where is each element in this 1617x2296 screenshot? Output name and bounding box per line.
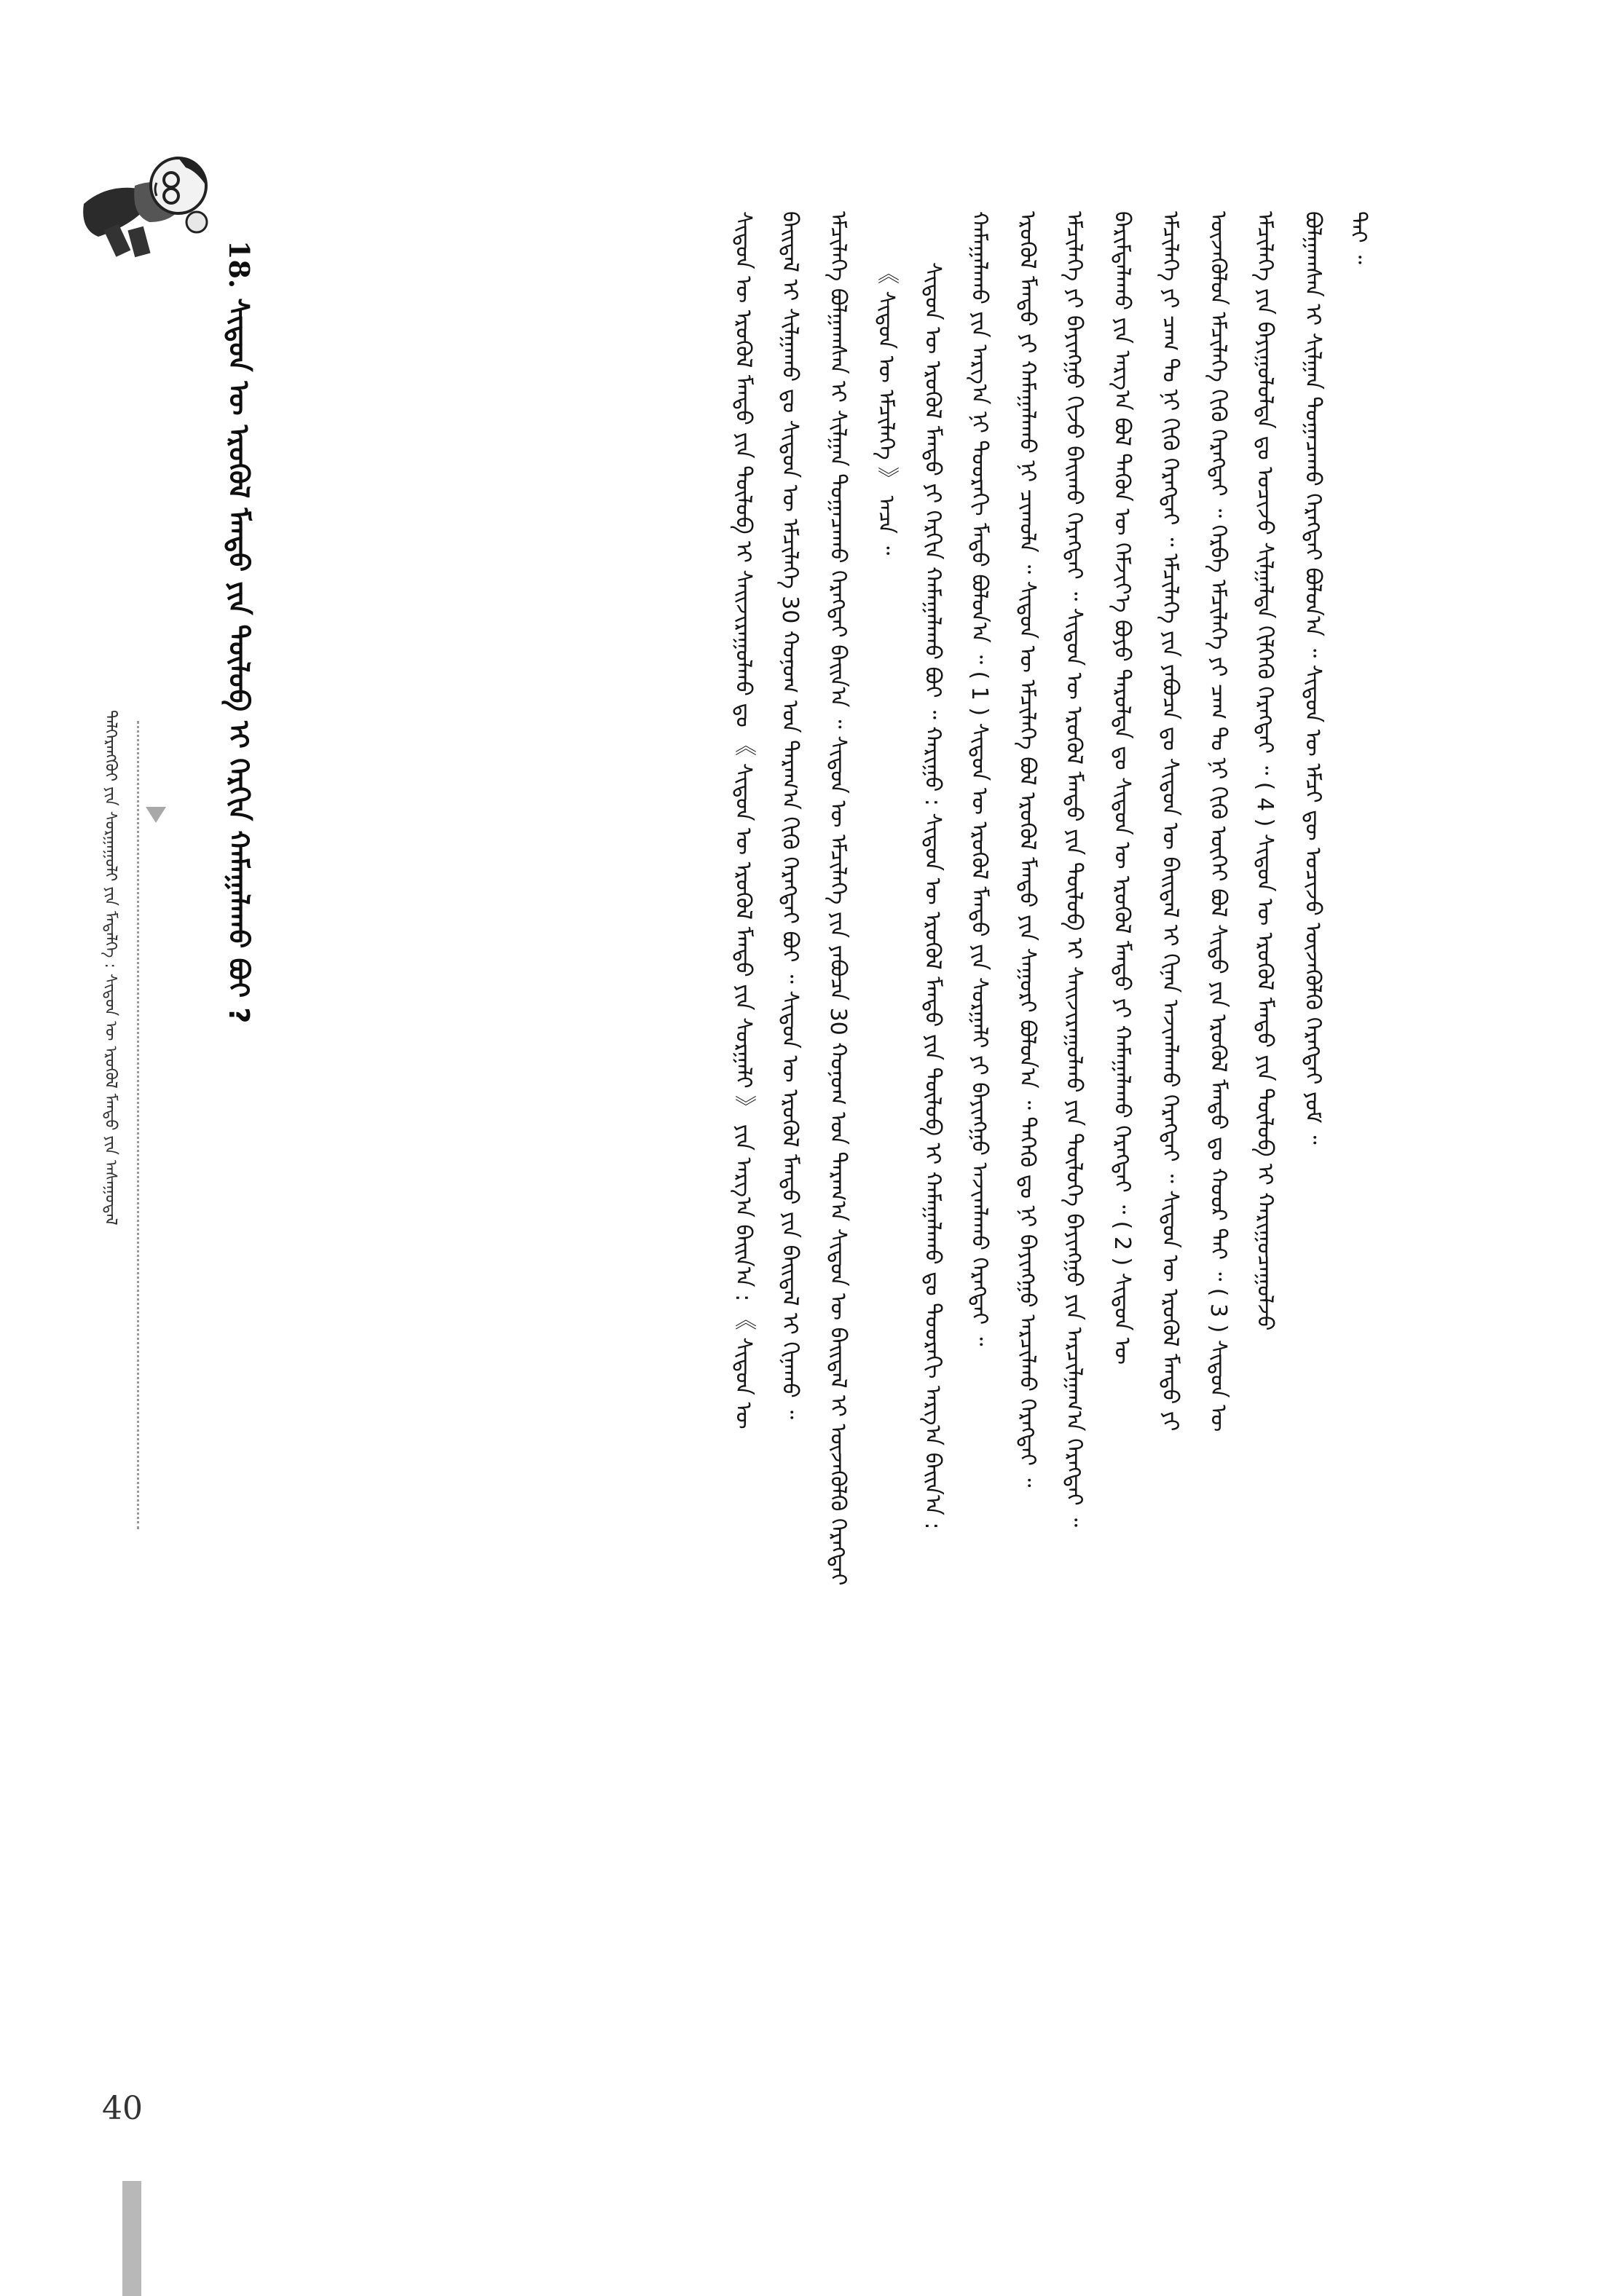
- question-heading: [219, 240, 259, 2024]
- header-dotted-rule: [137, 721, 139, 1529]
- cartoon-boy-illustration: [69, 135, 222, 273]
- text-column: ᠪᠠᠷᠢᠮᠳᠠᠯᠠᠬᠤ ᠶᠢᠨ ᠠᠷᠭ᠎ᠠ ᠪᠣᠯ ᠲᠡᠭᠦᠨ ᠦ ᠬᠡᠮᠵᠢᠶ᠎ᠡ ᠪᠤᠶᠤ ᠳᠠᠷᠤᠯᠲᠠ ᠳᠤ ᠰᠢᠳᠦᠨ ᠦ ᠡᠷᠦᠬᠦᠯ ᠮᠡᠨᠳᠦ ᠶᠢ ᠬᠠᠮᠠᠭᠠᠯᠠᠬᠤ ᠬᠡᠷᠡᠭᠲᠡᠢ ᠃ ( 2 ) ᠰᠢᠳᠦᠨ ᠦ: [1109, 211, 1135, 1365]
- question-number: 18.: [223, 240, 256, 289]
- text-column: ᠰᠢᠳᠦᠨ ᠦ ᠡᠷᠦᠬᠦᠯ ᠮᠡᠨᠳᠦ ᠶᠢᠨ ᠲᠥᠯᠦᠪ ᠢ ᠰᠠᠢᠵᠢᠷᠠᠭᠤᠯᠬᠤ ᠳᠤ 《 ᠰᠢᠳᠦᠨ ᠦ ᠡᠷᠦᠬᠦᠯ ᠮᠡᠨᠳᠦ ᠶᠢᠨ ᠰᠤᠷᠭᠠᠯᠢ 》 ᠶᠢᠨ ᠠᠷᠭ᠎ᠠ ᠪᠠᠢᠨ᠎ᠠ : 《 ᠰᠢᠳᠦᠨ ᠦ: [731, 211, 756, 1429]
- text-column: ᠦᠵᠡᠭᠦᠯᠦᠨ ᠡᠮᠴᠢᠯᠡᠭᠡ ᠬᠢᠬᠦ ᠬᠡᠷᠡᠭᠲᠡᠢ ᠃ ᠬᠡᠷᠪᠡ ᠡᠮᠴᠢᠯᠡᠭᠡ ᠶᠢ ᠴᠠᠭ ᠲᠤ ᠨᠢ ᠬᠢᠬᠦ ᠦᠭᠡᠢ ᠪᠣᠯ ᠰᠢᠳᠦ ᠶᠢᠨ ᠡᠷᠦᠬᠦᠯ ᠮᠡᠨᠳᠦ ᠳᠤ ᠬᠣᠣᠷ ᠲᠠᠢ ᠃ ( 3 ) ᠰᠢᠳᠦᠨ ᠦ: [1205, 211, 1231, 1432]
- text-column: ᠡᠷᠦᠬᠦᠯ ᠮᠡᠨᠳᠦ ᠶᠢ ᠬᠠᠮᠠᠭᠠᠯᠠᠬᠤ ᠨᠢ ᠴᠢᠬᠤᠯᠠ ᠃ ᠰᠢᠳᠦᠨ ᠦ ᠡᠮᠴᠢᠯᠡᠭᠡ ᠪᠣᠯ ᠡᠷᠦᠬᠦᠯ ᠮᠡᠨᠳᠦ ᠶᠢᠨ ᠰᠠᠭᠤᠷᠢ ᠪᠣᠯᠣᠨ᠎ᠠ ᠃ ᠲᠡᠭᠡᠬᠦ ᠳᠤ ᠨᠢ ᠪᠠᠶᠢᠩᠭᠤ ᠠᠷᠴᠢᠯᠬᠤ ᠬᠡᠷᠡᠭᠲᠡᠢ ᠃: [1015, 211, 1040, 1488]
- page-edge-tab: [122, 2181, 141, 2296]
- text-column: ᠡᠮᠴᠢᠯᠡᠭᠡ ᠪᠣᠯᠭᠠᠭᠰᠠᠨ ᠢ ᠰᠢᠯᠭᠠᠨ ᠲᠣᠭᠠᠴᠠᠬᠤ ᠬᠡᠷᠡᠭᠲᠡᠢ ᠪᠠᠢᠨ᠎ᠠ ᠃ ᠰᠢᠳᠦᠨ ᠦ ᠡᠮᠴᠢᠯᠡᠭᠡ ᠶᠢᠨ ᠶᠠᠪᠤᠴᠠ 30 ᠬᠣᠨᠣᠭ ᠤᠨ ᠳᠠᠷᠠᠭ᠎ᠠ ᠰᠢᠳᠦᠨ ᠦ ᠪᠠᠢᠳᠠᠯ ᠢ ᠦᠵᠡᠭᠦᠯᠬᠦ ᠬᠡᠷᠡᠭᠲᠡᠢ: [825, 211, 851, 1586]
- text-column: ᠰᠢᠳᠦᠨ ᠦ ᠡᠷᠦᠬᠦᠯ ᠮᠡᠨᠳᠦ ᠶᠢ ᠬᠡᠷᠬᠢᠨ ᠬᠠᠮᠠᠭᠠᠯᠠᠬᠤ ᠪᠤᠢ ᠃ ᠬᠠᠷᠢᠭᠤ : ᠰᠢᠳᠦᠨ ᠦ ᠡᠷᠦᠬᠦᠯ ᠮᠡᠨᠳᠦ ᠶᠢᠨ ᠲᠥᠯᠦᠪ ᠢ ᠬᠠᠮᠠᠭᠠᠯᠠᠬᠤ ᠳᠤ ᠳᠣᠣᠷᠠᠬᠢ ᠠᠷᠭ᠎ᠠ ᠪᠠᠢᠨ᠎ᠠ :: [920, 262, 945, 1530]
- text-column: ᠬᠠᠮᠠᠭᠠᠯᠠᠬᠤ ᠶᠢᠨ ᠠᠷᠭ᠎ᠠ ᠨᠢ ᠳᠣᠣᠷᠠᠬᠢ ᠮᠡᠲᠦ ᠪᠣᠯᠣᠨ᠎ᠠ ᠃ ( 1 ) ᠰᠢᠳᠦᠨ ᠦ ᠡᠷᠦᠬᠦᠯ ᠮᠡᠨᠳᠦ ᠶᠢᠨ ᠰᠤᠷᠭᠠᠯᠢ ᠶᠢ ᠪᠠᠶᠢᠩᠭᠤ ᠠᠵᠢᠭᠯᠠᠬᠤ ᠬᠡᠷᠡᠭᠲᠡᠢ ᠃: [967, 211, 992, 1346]
- text-column: ᠪᠣᠯᠭᠠᠭᠰᠠᠨ ᠢ ᠰᠢᠯᠭᠠᠨ ᠲᠣᠭᠠᠴᠠᠬᠤ ᠬᠡᠷᠡᠭᠲᠡᠢ ᠪᠣᠯᠣᠨ᠎ᠠ ᠃ ᠰᠢᠳᠦᠨ ᠦ ᠡᠮᠴᠢ ᠳᠦ ᠣᠴᠢᠵᠤ ᠦᠵᠡᠭᠦᠯᠬᠦ ᠬᠡᠷᠡᠭᠲᠡᠢ ᠶᠤᠮ ᠃: [1300, 211, 1326, 1145]
- triangle-marker-icon: [146, 807, 166, 823]
- text-column: 《 ᠰᠢᠳᠦᠨ ᠦ ᠡᠮᠴᠢᠯᠡᠭᠡ 》 ᠠᠴᠠ ᠃: [873, 262, 899, 556]
- text-column: ᠡᠮᠴᠢᠯᠡᠭᠡ ᠶᠢ ᠪᠠᠶᠢᠩᠭᠤ ᠬᠢᠵᠤ ᠪᠠᠢᠬᠤ ᠬᠡᠷᠡᠭᠲᠡᠢ ᠃ ᠰᠢᠳᠦᠨ ᠦ ᠡᠷᠦᠬᠦᠯ ᠮᠡᠨᠳᠦ ᠶᠢᠨ ᠲᠥᠯᠦᠪ ᠢ ᠰᠠᠢᠵᠢᠷᠠᠭᠤᠯᠬᠤ ᠶᠢᠨ ᠲᠥᠯᠦᠭᠡ ᠪᠠᠶᠢᠩᠭᠤ ᠶᠢᠨ ᠠᠷᠴᠢᠯᠭᠠᠭ᠎ᠠ ᠬᠡᠷᠡᠭᠲᠡᠢ ᠃: [1061, 211, 1087, 1527]
- text-column: ᠲᠡᠢ ᠃: [1345, 211, 1371, 264]
- text-column: ᠡᠮᠴᠢᠯᠡᠭᠡ ᠶᠢ ᠴᠠᠭ ᠲᠤ ᠨᠢ ᠬᠢᠬᠦ ᠬᠡᠷᠡᠭᠲᠡᠢ ᠃ ᠡᠮᠴᠢᠯᠡᠭᠡ ᠶᠢᠨ ᠶᠠᠪᠤᠴᠠ ᠳᠤ ᠰᠢᠳᠦᠨ ᠦ ᠪᠠᠢᠳᠠᠯ ᠢ ᠬᠢᠨᠠᠨ ᠠᠵᠢᠭᠯᠠᠬᠤ ᠬᠡᠷᠡᠭᠲᠡᠢ ᠃ ᠰᠢᠳᠦᠨ ᠦ ᠡᠷᠦᠬᠦᠯ ᠮᠡᠨᠳᠦ ᠶᠢ: [1157, 211, 1183, 1432]
- question-text: ᠰᠢᠳᠦᠨ ᠦ ᠡᠷᠦᠬᠦᠯ ᠮᠡᠨᠳᠦ ᠶᠢᠨ ᠲᠥᠯᠦᠪ ᠢ ᠬᠡᠷᠬᠢᠨ ᠬᠠᠮᠠᠭᠠᠯᠠᠬᠤ ᠪᠤᠢ ?: [223, 298, 255, 1024]
- running-header: ᠳᠡᠯᠭᠡᠷᠡᠩᠭᠦᠢ ᠶᠢᠨ ᠰᠤᠷᠭᠠᠭᠤᠯᠢ ᠶᠢᠨ ᠮᠡᠳᠡᠯᠭᠡ : ᠰᠢᠳᠦᠨ ᠦ ᠡᠷᠦᠬᠦᠯ ᠮᠡᠨᠳᠦ ᠶᠢᠨ ᠠᠰᠠᠭᠤᠳᠠᠯ: [101, 710, 119, 1226]
- text-column: ᠪᠠᠢᠳᠠᠯ ᠢ ᠰᠢᠯᠭᠠᠬᠤ ᠳᠤ ᠰᠢᠳᠦᠨ ᠦ ᠡᠮᠴᠢᠯᠡᠭᠡ 30 ᠬᠣᠨᠣᠭ ᠤᠨ ᠳᠠᠷᠠᠭ᠎ᠠ ᠬᠢᠬᠦ ᠬᠡᠷᠡᠭᠲᠡᠢ ᠪᠤᠢ ᠃ ᠰᠢᠳᠦᠨ ᠦ ᠡᠷᠦᠬᠦᠯ ᠮᠡᠨᠳᠦ ᠶᠢᠨ ᠪᠠᠢᠳᠠᠯ ᠢ ᠬᠢᠨᠠᠬᠤ ᠃: [777, 211, 803, 1420]
- page-number: 40: [102, 2090, 143, 2127]
- text-column: ᠡᠮᠴᠢᠯᠡᠭᠡ ᠶᠢᠨ ᠪᠠᠶᠢᠭᠤᠯᠤᠯᠲᠠ ᠳᠤ ᠣᠴᠢᠵᠤ ᠰᠢᠯᠭᠠᠯᠲᠠ ᠬᠢᠯᠭᠡᠬᠦ ᠬᠡᠷᠡᠭᠲᠡᠢ ᠃ ( 4 ) ᠰᠢᠳᠦᠨ ᠦ ᠡᠷᠦᠬᠦᠯ ᠮᠡᠨᠳᠦ ᠶᠢᠨ ᠲᠥᠯᠦᠪ ᠢ ᠬᠠᠷᠢᠭᠤᠴᠠᠭᠤᠯᠵᠤ: [1252, 211, 1278, 1331]
